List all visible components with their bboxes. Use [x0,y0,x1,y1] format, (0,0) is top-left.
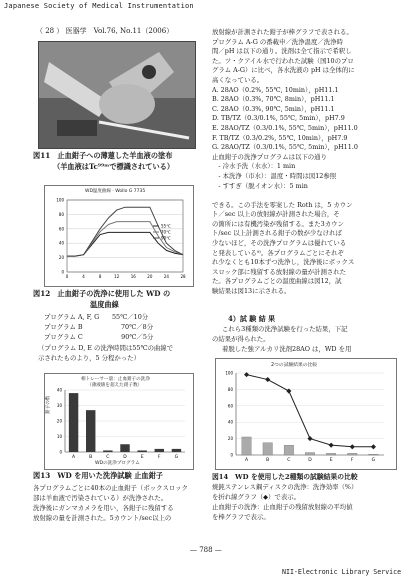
bar-F [348,453,358,455]
fig14-caption-4: 止血鉗子の洗浄：止血鉗子の残留放射線の平均値 [212,503,353,511]
x-tick-label: 8 [98,274,102,279]
figure-12-chart [44,185,194,287]
left-body-line-2: 部は羊血液で汚染されている）が洗浄された。 [33,494,168,502]
line-marker-G [371,444,376,449]
y-tick-label: 40 [56,387,62,393]
right-text-line: れ少なくとも10本ずつ洗浄し，洗浄後にボックス [212,258,355,267]
efficiency-line [247,375,374,447]
bar-G [369,454,379,455]
bar-E [326,453,336,455]
bar-A [242,437,252,455]
right-text-line: グラム A-G）に比べ，各水洗液の pH は全体的に [212,66,355,75]
photo-illustration [39,42,195,148]
x-tick-label: E [329,458,333,463]
right-text-line: と発表している⁹⁾。各プログラムごとにそれぞ [212,248,344,257]
right-text-line: 間／pH は以下の通り。洗剤は全て指示で希釈し [212,47,352,56]
bar-G [172,449,181,452]
bar-B [263,443,273,455]
right-text-line: B. 28AO（0.3%, 70℃, 8min），pH11.1 [212,95,335,104]
bar-F [155,449,164,452]
right-text-line: 放射線が計測された鉗子が棒グラフで表される。 [212,28,353,36]
x-tick-label: F [350,458,354,463]
y-tick-label: 0 [61,269,64,275]
result-line-1: これら3種類の洗浄試験を行った結果，下記 [222,325,348,333]
y-tick-label: 60 [58,226,64,232]
left-body-line-3: 洗浄後にガンマカメラを用い，各鉗子に残留する [33,504,174,512]
y-tick-label: 20 [58,255,64,261]
right-text-line: A. 28AO（0.2%, 55℃, 10min），pH11.1 [212,85,339,94]
legend-label: 70℃ [161,229,171,235]
right-text-line: - 冷水予洗（水水）：1 min [212,162,296,171]
right-text-line: D. TB/TZ（0.3/0.1%, 55℃, 5min），pH7.9 [212,114,345,123]
right-text-line: E. 28AO/TZ（0.3/0.1%, 55℃, 5min），pH11.0 [212,123,358,132]
x-tick-label: E [140,455,144,460]
y-tick-label: 80 [227,386,233,392]
x-tick-label: 20 [147,274,153,279]
right-text-line: スロック部に残留する放射線の量が計測された [212,267,347,276]
right-text-line: た。各プログラムごとの温度曲線は図12，試 [212,277,342,286]
right-text-line: - すすぎ（脱イオン水）：5 min [212,181,308,190]
x-tick-label: 12 [114,274,120,279]
line-marker-E [329,443,334,448]
page-number: — 788 — [190,546,222,554]
fig11-caption-1: 図11 止血鉗子への薄蓮した羊血液の塗布 [33,151,173,160]
fig14-caption-3: を折れ線グラフ（◆）で表示。 [212,493,300,501]
program-row-1: プログラム A, F, G 55℃／10分 [44,313,149,321]
x-tick-label: 24 [163,274,169,279]
fig13-caption: 図13 WD を用いた洗浄試験 止血鉗子 [33,471,163,480]
program-note-1: （プログラム D, E の洗浄時間は55℃の曲線で [38,344,174,352]
fig12-caption-2: 温度曲線 [90,300,119,309]
x-tick-label: C [287,458,291,463]
figure-13-chart [44,373,194,470]
figure-11-photo [38,41,196,149]
y-tick-label: 20 [227,436,233,442]
bar-D [120,444,129,452]
right-text-line: G. 28AO/TZ（0.3/0.1%, 55℃, 5min），pH11.0 [212,143,358,152]
fig13-bar-plot [45,374,193,469]
fig14-chart-title: 2つの試験結果の比較 [271,363,318,368]
right-column-text [212,28,402,297]
fig13-ylabel: 鉗子の数 [46,395,51,414]
right-text-line: できる。この手法を零案した Roth は，5 カウン [212,200,353,209]
y-tick-label: 40 [227,419,233,425]
right-text-line: C. 28AO（0.3%, 90℃, 5min），pH11.1 [212,104,335,113]
section-heading: 4）試 験 結 果 [228,314,276,323]
bar-E [137,450,146,452]
right-text-line: プログラム A-G の番載申／洗浄温度／洗浄時 [212,37,343,46]
x-tick-label: A [72,455,76,460]
x-tick-label: 16 [130,274,136,279]
fig14-combo-plot [216,359,396,469]
bar-D [305,453,315,455]
right-text-line: 験結果は図13に示される。 [212,287,291,296]
y-tick-label: 20 [56,418,62,424]
x-tick-label: F [157,455,161,460]
right-text-line [212,191,402,201]
y-tick-label: 60 [227,403,233,409]
left-body-line-1: 各プログラムごとに40本の止血鉗子（ボックスロック [33,484,188,492]
x-tick-label: G [371,458,376,463]
y-tick-label: 0 [59,449,62,455]
bar-C [284,445,294,455]
fig14-caption-1: 図14 WD を使用した2種類の試験結果の比較 [212,473,358,481]
right-text-line: の箇所には有機汚染が残留する。また3カウン [212,219,344,228]
legend-label: 90℃ [161,235,171,241]
fig13-xlabel: WDの洗浄プログラム [95,461,140,466]
x-tick-label: A [245,458,249,463]
right-text-line: 高くなっている。 [212,75,264,84]
right-text-line: ト／sec 以上の放射線が計測された場合，そ [212,210,340,219]
fig14-caption-2: 焼鈍ステンレス鋼ディスクの洗浄：洗浄効率（%） [212,483,358,491]
bar-B [86,410,95,452]
fig13-chart-title-1: 相トレーサー量：止血鉗子の洗浄 [81,377,150,382]
journal-line: （ 28 ） 医器学 Vol.76, No.11（2006） [36,27,174,35]
fig14-caption-5: を棒グラフで表示。 [212,513,270,521]
y-tick-label: 0 [230,452,233,458]
x-tick-label: G [174,455,179,460]
result-line-2: の結果が得られた。 [212,335,270,343]
temperature-curve-plot [45,186,193,286]
line-marker-D [307,436,312,441]
y-tick-label: 100 [225,370,233,376]
right-text-line: ト/sec 以上計測される鉗子の数が少なければ [212,229,342,238]
x-tick-label: B [89,455,93,460]
x-tick-label: 28 [180,274,186,279]
fig12-caption-1: 図12 止血鉗子の洗浄に使用した WD の [33,289,171,298]
fig12-chart-title: WD温度曲線 · Wollo G 7735 [85,189,146,194]
figure-14-chart [215,358,397,470]
program-note-2: 示されたものより，5 分程かった） [38,354,140,362]
y-tick-label: 100 [56,197,64,203]
bar-A [69,393,78,452]
legend-label: 55℃ [161,223,171,229]
y-tick-label: 40 [58,240,64,246]
line-marker-B [265,377,270,382]
right-text-line: - 本洗浄（市水）：温度・時間は図12参照 [212,171,337,180]
line-marker-F [350,444,355,449]
y-tick-label: 30 [56,403,62,408]
x-tick-label: D [308,458,312,463]
fig13-chart-title-2: （薄液値を超えた鉗子数） [87,383,143,388]
x-tick-label: B [266,458,270,463]
program-row-2: プログラム B 70℃／8分 [44,323,154,331]
right-text-line: 少ないほど，その洗浄プログラムは優れている [212,239,347,248]
x-tick-label: 4 [82,274,85,279]
right-text-line: F. TB/TZ（0.3/0.2%, 55℃, 10min），pH7.9 [212,133,348,142]
x-tick-label: C [106,455,110,460]
right-text-line: 止血鉗子の洗浄プログラムは以下の通り [212,152,327,161]
result-line-3: 着脱した強アルカリ洗剤28AO は，WD を用 [222,345,352,353]
y-tick-label: 10 [56,434,62,439]
x-tick-label: D [123,455,127,460]
x-tick-label: 0 [65,274,69,279]
right-text-line: た。ツ・クアイル水で行われた試験（国10のプロ [212,56,354,65]
y-tick-label: 80 [58,211,64,217]
running-header: Japanese Society of Medical Instrumentation [4,2,194,10]
fig11-caption-2: （羊血液はTc⁹⁹ᵐで標識されている） [53,162,175,171]
program-row-3: プログラム C 90℃／5分 [44,333,154,341]
left-body-line-4: 放射線の量を計測された。5カウント/sec以上の [33,514,172,522]
footer-service: NII-Electronic Library Service [282,568,402,576]
bar-C [103,450,112,452]
